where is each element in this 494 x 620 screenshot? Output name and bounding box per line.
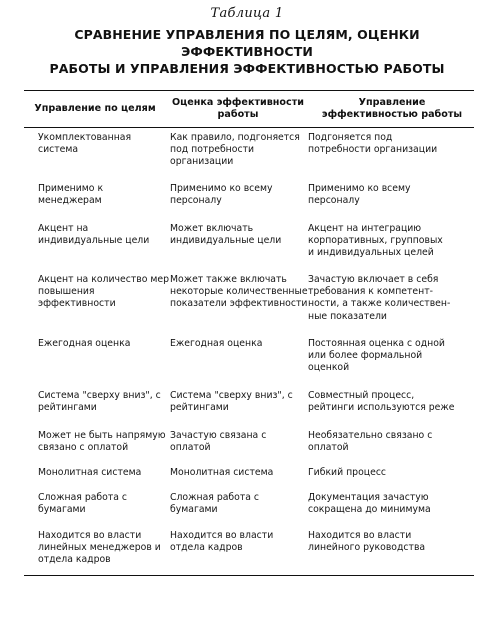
table-cell: Система "сверху вниз", с рейтингами xyxy=(38,390,161,414)
table-cell: Гибкий процесс xyxy=(308,467,387,478)
table-cell: Применимо к менеджерам xyxy=(38,183,104,207)
table-cell: Необязательно связано с оплатой xyxy=(308,430,433,454)
table-header-rule xyxy=(24,127,474,128)
table-bottom-rule xyxy=(24,575,474,576)
table-title xyxy=(14,26,480,77)
table-cell: Применимо ко всему персоналу xyxy=(308,183,411,207)
table-cell: Как правило, подгоняется под потребности организации xyxy=(170,132,300,168)
header-cell-mbo: Управление по целям xyxy=(34,102,156,114)
table-cell: Может также включать некоторые количественные показатели эффективности xyxy=(170,274,308,310)
table-cell: Совместный процесс, рейтинги используются реже xyxy=(308,390,455,414)
table-cell: Зачастую связана с оплатой xyxy=(170,430,267,454)
table-cell: Акцент на интеграцию корпоративных, групповых и индивидуальных целей xyxy=(308,223,443,259)
table-cell: Постоянная оценка с одной или более формальной оценкой xyxy=(308,338,445,374)
table-cell: Укомплектованная система xyxy=(38,132,132,156)
table-caption: Таблица 1 xyxy=(210,6,284,21)
table-cell: Акцент на индивидуальные цели xyxy=(38,223,150,247)
table-cell: Монолитная система xyxy=(170,467,274,478)
table-cell: Находится во власти линейного руководства xyxy=(308,530,426,554)
header-cell-appraisal: Оценка эффективности работы xyxy=(171,96,304,120)
table-title-text: СРАВНЕНИЕ УПРАВЛЕНИЯ ПО ЦЕЛЯМ, ОЦЕНКИ ЭФФЕКТИВНОСТИ РАБОТЫ И УПРАВЛЕНИЯ ЭФФЕКТИВНОСТЬЮ РАБОТЫ xyxy=(49,27,445,76)
table-cell: Система "сверху вниз", с рейтингами xyxy=(170,390,293,414)
table-cell: Подгоняется под потребности организации xyxy=(308,132,438,156)
table-cell: Может включать индивидуальные цели xyxy=(170,223,282,247)
table-cell: Документация зачастую сокращена до минимума xyxy=(308,492,431,516)
table-cell: Может не быть напрямую связано с оплатой xyxy=(38,430,166,454)
table-header-row xyxy=(24,90,474,127)
table-cell: Находится во власти отдела кадров xyxy=(170,530,274,554)
table-cell: Сложная работа с бумагами xyxy=(170,492,260,516)
table-cell: Сложная работа с бумагами xyxy=(38,492,128,516)
table-cell: Ежегодная оценка xyxy=(170,338,263,349)
table-cell: Зачастую включает в себя требования к компетент- ности, а также количествен- ные показатели xyxy=(308,274,451,322)
header-cell-performance-management: Управление эффективностью работы xyxy=(321,96,463,120)
table-cell: Акцент на количество мер повышения эффективности xyxy=(38,274,169,310)
table-cell: Монолитная система xyxy=(38,467,142,478)
table-cell: Ежегодная оценка xyxy=(38,338,131,349)
table-cell: Применимо ко всему персоналу xyxy=(170,183,273,207)
table-cell: Находится во власти линейных менеджеров и отдела кадров xyxy=(38,530,161,566)
